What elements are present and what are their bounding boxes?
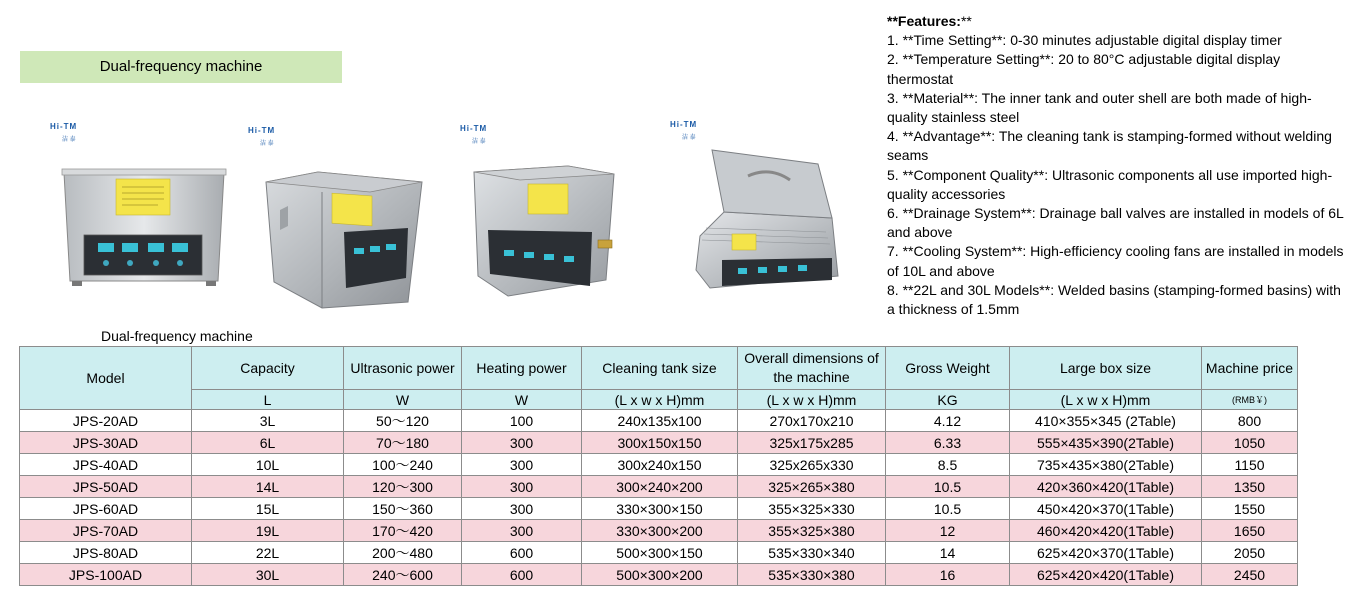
table-cell: 300: [462, 498, 582, 520]
table-cell: 1550: [1202, 498, 1298, 520]
table-cell: 300×240×200: [582, 476, 738, 498]
table-cell: 10.5: [886, 476, 1010, 498]
column-header: Large box size: [1010, 347, 1202, 390]
logo-subtext: 洁 泰: [260, 141, 274, 147]
column-header: Machine price: [1202, 347, 1298, 390]
table-cell: 22L: [192, 542, 344, 564]
table-cell: 300: [462, 432, 582, 454]
feature-item: 1. **Time Setting**: 0-30 minutes adjustable digital display timer: [887, 32, 1282, 49]
table-cell: 410×355×345 (2Table): [1010, 410, 1202, 432]
features-heading: [887, 12, 1347, 31]
table-cell: 14: [886, 542, 1010, 564]
feature-item: 5. **Component Quality**: Ultrasonic components all use imported high-quality accessories: [887, 166, 1333, 202]
table-cell: 12: [886, 520, 1010, 542]
logo-text: Hi-TM: [670, 120, 698, 129]
table-cell: 600: [462, 564, 582, 586]
feature-item: 8. **22L and 30L Models**: Welded basins (stamping-formed basins) with a thickness of 1.5mm: [887, 281, 1341, 318]
spec-table: [19, 346, 1298, 586]
unit-cell: (L x w x H)mm: [738, 390, 886, 410]
logo-subtext: 洁 泰: [62, 137, 76, 143]
column-header: Ultrasonic power: [344, 347, 462, 390]
table-cell: JPS-70AD: [20, 520, 192, 542]
unit-cell: (L x w x H)mm: [1010, 390, 1202, 410]
logo-subtext: 洁 泰: [472, 139, 486, 145]
feature-item: 7. **Cooling System**: High-efficiency cooling fans are installed in models of 10L and above: [887, 243, 1344, 279]
table-cell: 535×330×380: [738, 564, 886, 586]
table-cell: 10L: [192, 454, 344, 476]
features-heading-suffix: **: [960, 13, 972, 29]
table-cell: 1650: [1202, 520, 1298, 542]
unit-cell: (RMB￥): [1202, 390, 1298, 410]
unit-cell: W: [462, 390, 582, 410]
product-image-open-lid: [692, 148, 842, 296]
column-header: Model: [20, 347, 192, 410]
table-cell: 2450: [1202, 564, 1298, 586]
table-cell: 50～120: [344, 410, 462, 432]
table-cell: 300: [462, 454, 582, 476]
table-cell: 450×420×370(1Table): [1010, 498, 1202, 520]
table-cell: 300: [462, 476, 582, 498]
table-cell: 325x175x285: [738, 432, 886, 454]
features-heading-prefix: **: [887, 13, 898, 29]
section-title-banner: Dual-frequency machine: [20, 51, 342, 83]
features-heading-text: Features:: [897, 13, 961, 29]
table-cell: 120～300: [344, 476, 462, 498]
table-cell: 200～480: [344, 542, 462, 564]
product-image-angle-right: [468, 162, 618, 302]
table-cell: 16: [886, 564, 1010, 586]
table-cell: 300x150x150: [582, 432, 738, 454]
table-cell: 240x135x100: [582, 410, 738, 432]
table-row: [20, 542, 1298, 564]
table-cell: 3L: [192, 410, 344, 432]
table-cell: 325×265×380: [738, 476, 886, 498]
table-cell: JPS-100AD: [20, 564, 192, 586]
unit-cell: W: [344, 390, 462, 410]
column-header: Capacity: [192, 347, 344, 390]
features-list: [887, 12, 1347, 319]
unit-cell: (L x w x H)mm: [582, 390, 738, 410]
table-cell: 19L: [192, 520, 344, 542]
table-cell: 70～180: [344, 432, 462, 454]
product-image-angle-left: [258, 170, 426, 310]
table-header-row: [20, 347, 1298, 390]
logo-text: Hi-TM: [50, 122, 78, 131]
unit-cell: KG: [886, 390, 1010, 410]
table-cell: 15L: [192, 498, 344, 520]
table-cell: 625×420×370(1Table): [1010, 542, 1202, 564]
feature-item: 4. **Advantage**: The cleaning tank is stamping-formed without welding seams: [887, 128, 1332, 164]
table-cell: 500×300×200: [582, 564, 738, 586]
table-cell: 1050: [1202, 432, 1298, 454]
table-cell: 6L: [192, 432, 344, 454]
product-image-front: [58, 165, 230, 289]
table-cell: 10.5: [886, 498, 1010, 520]
column-header: Heating power: [462, 347, 582, 390]
table-cell: 535×330×340: [738, 542, 886, 564]
unit-cell: L: [192, 390, 344, 410]
table-row: [20, 520, 1298, 542]
brand-logo: [460, 124, 504, 146]
table-cell: JPS-60AD: [20, 498, 192, 520]
table-cell: 735×435×380(2Table): [1010, 454, 1202, 476]
table-row: [20, 410, 1298, 432]
table-cell: 355×325×330: [738, 498, 886, 520]
table-cell: 330×300×200: [582, 520, 738, 542]
table-cell: 240～600: [344, 564, 462, 586]
table-row: [20, 564, 1298, 586]
brand-logo: [670, 120, 714, 142]
table-row: [20, 498, 1298, 520]
table-cell: 460×420×420(1Table): [1010, 520, 1202, 542]
table-cell: 150～360: [344, 498, 462, 520]
table-cell: 100～240: [344, 454, 462, 476]
table-cell: 325x265x330: [738, 454, 886, 476]
logo-text: Hi-TM: [460, 124, 488, 133]
feature-item: 2. **Temperature Setting**: 20 to 80°C adjustable digital display thermostat: [887, 51, 1281, 87]
table-cell: 330×300×150: [582, 498, 738, 520]
column-header: Overall dimensions of the machine: [738, 347, 886, 390]
table-cell: 420×360×420(1Table): [1010, 476, 1202, 498]
logo-text: Hi-TM: [248, 126, 276, 135]
table-cell: 800: [1202, 410, 1298, 432]
table-cell: 300: [462, 520, 582, 542]
table-row: [20, 454, 1298, 476]
feature-item: 3. **Material**: The inner tank and outer shell are both made of high-quality stainless steel: [887, 89, 1312, 126]
table-cell: 555×435×390(2Table): [1010, 432, 1202, 454]
table-cell: 625×420×420(1Table): [1010, 564, 1202, 586]
column-header: Cleaning tank size: [582, 347, 738, 390]
table-cell: 100: [462, 410, 582, 432]
table-cell: 30L: [192, 564, 344, 586]
table-cell: 1350: [1202, 476, 1298, 498]
table-cell: 14L: [192, 476, 344, 498]
table-caption: Dual-frequency machine: [101, 328, 253, 344]
logo-subtext: 洁 泰: [682, 135, 696, 141]
table-cell: 355×325×380: [738, 520, 886, 542]
table-cell: 600: [462, 542, 582, 564]
table-cell: JPS-80AD: [20, 542, 192, 564]
table-row: [20, 432, 1298, 454]
table-cell: 500×300×150: [582, 542, 738, 564]
table-cell: 6.33: [886, 432, 1010, 454]
table-row: [20, 476, 1298, 498]
table-cell: JPS-40AD: [20, 454, 192, 476]
table-cell: 2050: [1202, 542, 1298, 564]
table-cell: JPS-30AD: [20, 432, 192, 454]
brand-logo: [50, 122, 94, 144]
brand-logo: [248, 126, 292, 148]
table-cell: 4.12: [886, 410, 1010, 432]
column-header: Gross Weight: [886, 347, 1010, 390]
table-cell: 1150: [1202, 454, 1298, 476]
table-cell: JPS-50AD: [20, 476, 192, 498]
table-cell: JPS-20AD: [20, 410, 192, 432]
feature-item: 6. **Drainage System**: Drainage ball valves are installed in models of 6L and above: [887, 205, 1344, 241]
table-cell: 300x240x150: [582, 454, 738, 476]
table-cell: 170～420: [344, 520, 462, 542]
table-units-row: [20, 390, 1298, 410]
table-cell: 270x170x210: [738, 410, 886, 432]
table-cell: 8.5: [886, 454, 1010, 476]
